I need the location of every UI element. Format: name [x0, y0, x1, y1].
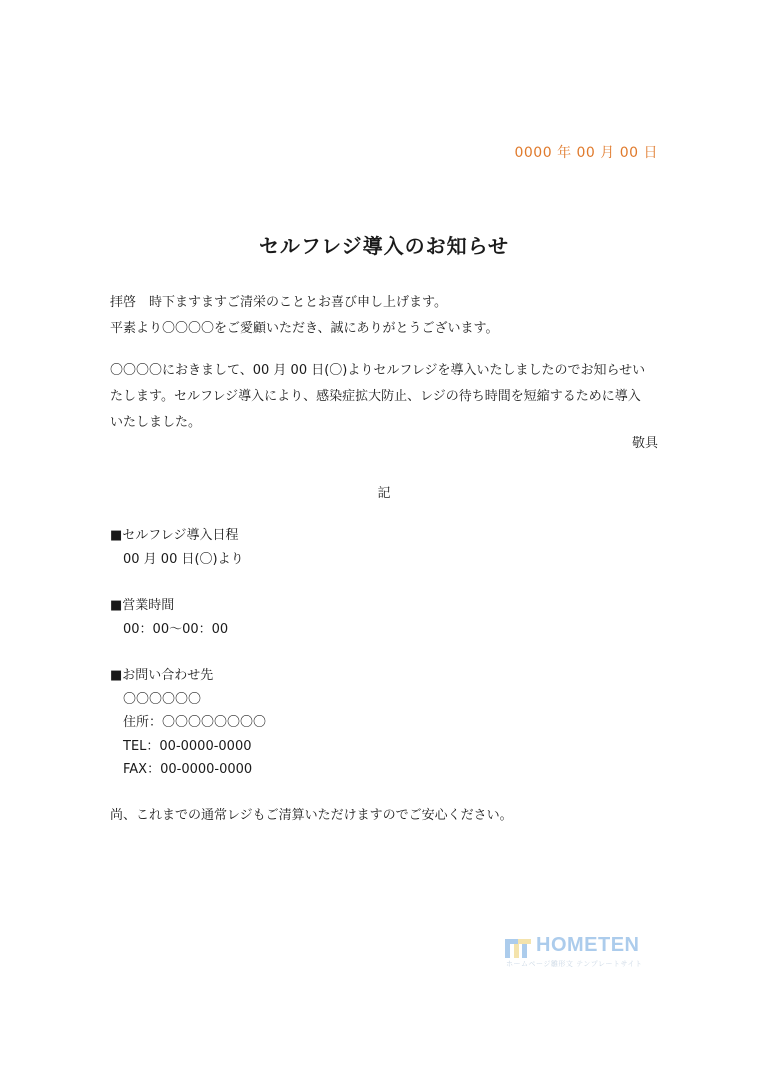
- section-business-hours: [110, 594, 228, 641]
- hometen-logo: [504, 934, 654, 970]
- paragraph-line-3: いたしました。: [110, 415, 202, 430]
- paragraph-line-2: たします。セルフレジ導入により、感染症拡大防止、レジの待ち時間を短縮するために導入: [110, 389, 641, 404]
- greeting-block: [110, 290, 670, 342]
- hometen-logo-mark-icon: [504, 936, 532, 960]
- contact-name: 〇〇〇〇〇〇: [123, 691, 202, 707]
- closing-note: 尚、これまでの通常レジもご清算いただけますのでご安心ください。: [110, 808, 513, 823]
- main-paragraph: [110, 358, 670, 436]
- section-contact: [110, 664, 266, 782]
- contact-address: 住所：〇〇〇〇〇〇〇〇: [123, 715, 267, 730]
- logo-tagline: ホームページ雛形文 テンプレートサイト: [506, 960, 643, 968]
- greeting-line-1: 拝啓 時下ますますご清栄のこととお喜び申し上げます。: [110, 295, 447, 310]
- logo-wordmark: HOMETEN: [536, 934, 640, 956]
- section-heading: ■セルフレジ導入日程: [110, 528, 239, 543]
- ki-marker: 記: [377, 486, 391, 501]
- greeting-line-2: 平素より〇〇〇〇をご愛顧いただき、誠にありがとうございます。: [110, 321, 499, 336]
- section-introduction-date: [110, 524, 244, 571]
- paragraph-line-1: 〇〇〇〇におきまして、00 月 00 日(〇)よりセルフレジを導入いたしましたのでお知らせい: [110, 363, 646, 378]
- section-heading: ■営業時間: [110, 598, 175, 613]
- contact-fax: FAX：00-0000-0000: [123, 762, 253, 777]
- closing-keigu: 敬具: [631, 436, 658, 451]
- document-title: セルフレジ導入のお知らせ: [258, 234, 510, 258]
- section-value: 00 月 00 日(〇)より: [123, 551, 244, 567]
- document-date: 0000 年 00 月 00 日: [514, 145, 658, 161]
- contact-tel: TEL：00-0000-0000: [123, 738, 252, 754]
- section-value: 00：00～00：00: [123, 621, 229, 637]
- section-heading: ■お問い合わせ先: [110, 668, 214, 683]
